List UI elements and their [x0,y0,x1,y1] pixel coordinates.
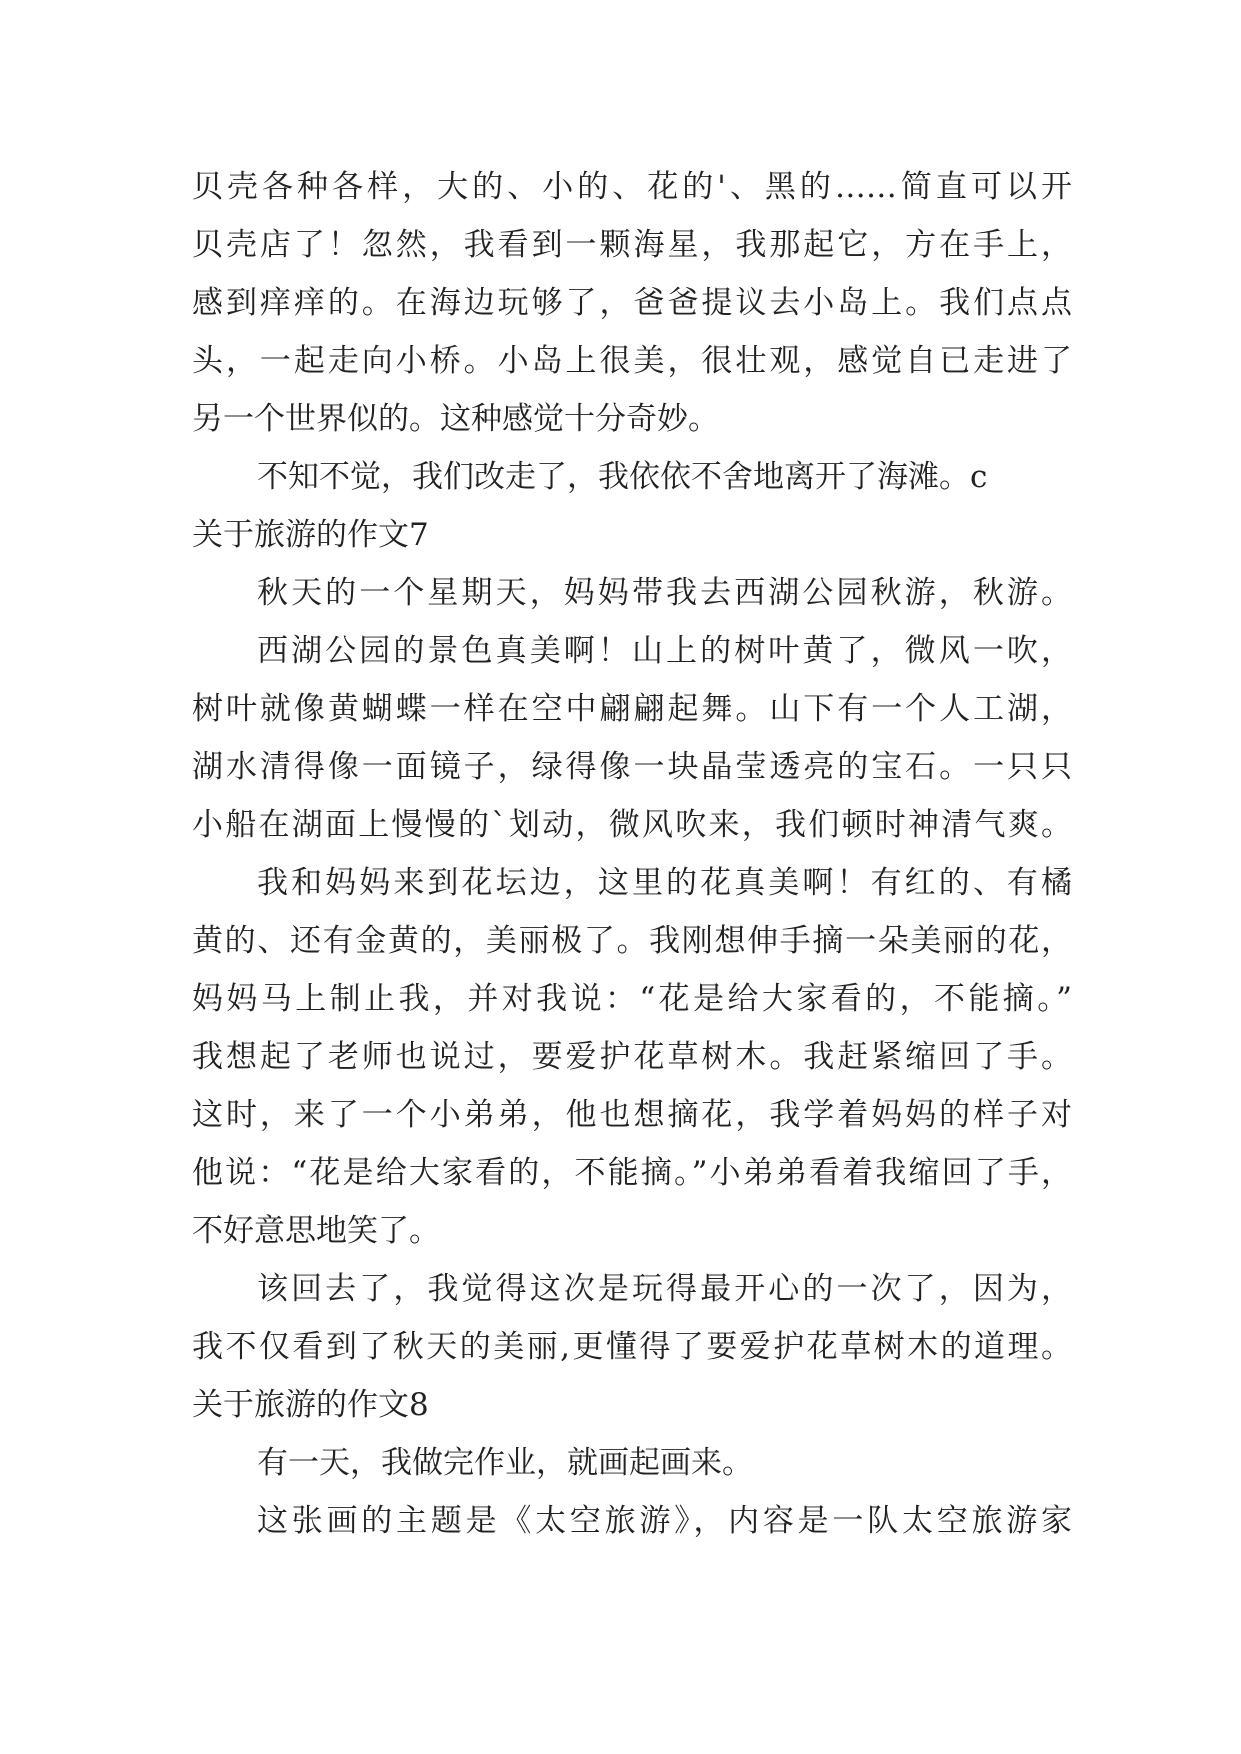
text-line: 妈妈马上制止我，并对我说：“花是给大家看的，不能摘。” [192,981,1072,1017]
text-line: 贝壳各种各样，大的、小的、花的'、黑的……简直可以开 [192,169,1072,205]
text-line: 不知不觉，我们改走了，我依依不舍地离开了海滩。c [257,459,988,495]
text-line: 小船在湖面上慢慢的`划动，微风吹来，我们顿时神清气爽。 [192,807,1072,843]
text-line: 该回去了，我觉得这次是玩得最开心的一次了，因为， [257,1271,1072,1307]
text-line: 有一天，我做完作业，就画起画来。 [257,1445,753,1481]
text-line: 感到痒痒的。在海边玩够了，爸爸提议去小岛上。我们点点 [192,285,1072,321]
text-line: 湖水清得像一面镜子，绿得像一块晶莹透亮的宝石。一只只 [192,749,1072,785]
text-line: 头，一起走向小桥。小岛上很美，很壮观，感觉自已走进了 [192,343,1072,379]
text-line: 我想起了老师也说过，要爱护花草树木。我赶紧缩回了手。 [192,1039,1072,1075]
text-line: 他说：“花是给大家看的，不能摘。”小弟弟看着我缩回了手， [192,1155,1072,1191]
text-line: 另一个世界似的。这种感觉十分奇妙。 [192,401,719,437]
text-line: 我不仅看到了秋天的美丽,更懂得了要爱护花草树木的道理。 [192,1329,1072,1365]
text-line: 西湖公园的景色真美啊！山上的树叶黄了，微风一吹， [257,633,1072,669]
section-heading: 关于旅游的作文7 [192,517,429,553]
text-line: 不好意思地笑了。 [192,1213,440,1249]
text-line: 秋天的一个星期天，妈妈带我去西湖公园秋游，秋游。 [257,575,1072,611]
text-line: 贝壳店了！忽然，我看到一颗海星，我那起它，方在手上， [192,227,1072,263]
text-line: 树叶就像黄蝴蝶一样在空中翩翩起舞。山下有一个人工湖， [192,691,1072,727]
text-line: 这张画的主题是《太空旅游》，内容是一队太空旅游家 [257,1503,1072,1539]
section-heading: 关于旅游的作文8 [192,1387,429,1423]
text-line: 这时，来了一个小弟弟，他也想摘花，我学着妈妈的样子对 [192,1097,1072,1133]
text-line: 黄的、还有金黄的，美丽极了。我刚想伸手摘一朵美丽的花， [192,923,1072,959]
text-line: 我和妈妈来到花坛边，这里的花真美啊！有红的、有橘 [257,865,1072,901]
